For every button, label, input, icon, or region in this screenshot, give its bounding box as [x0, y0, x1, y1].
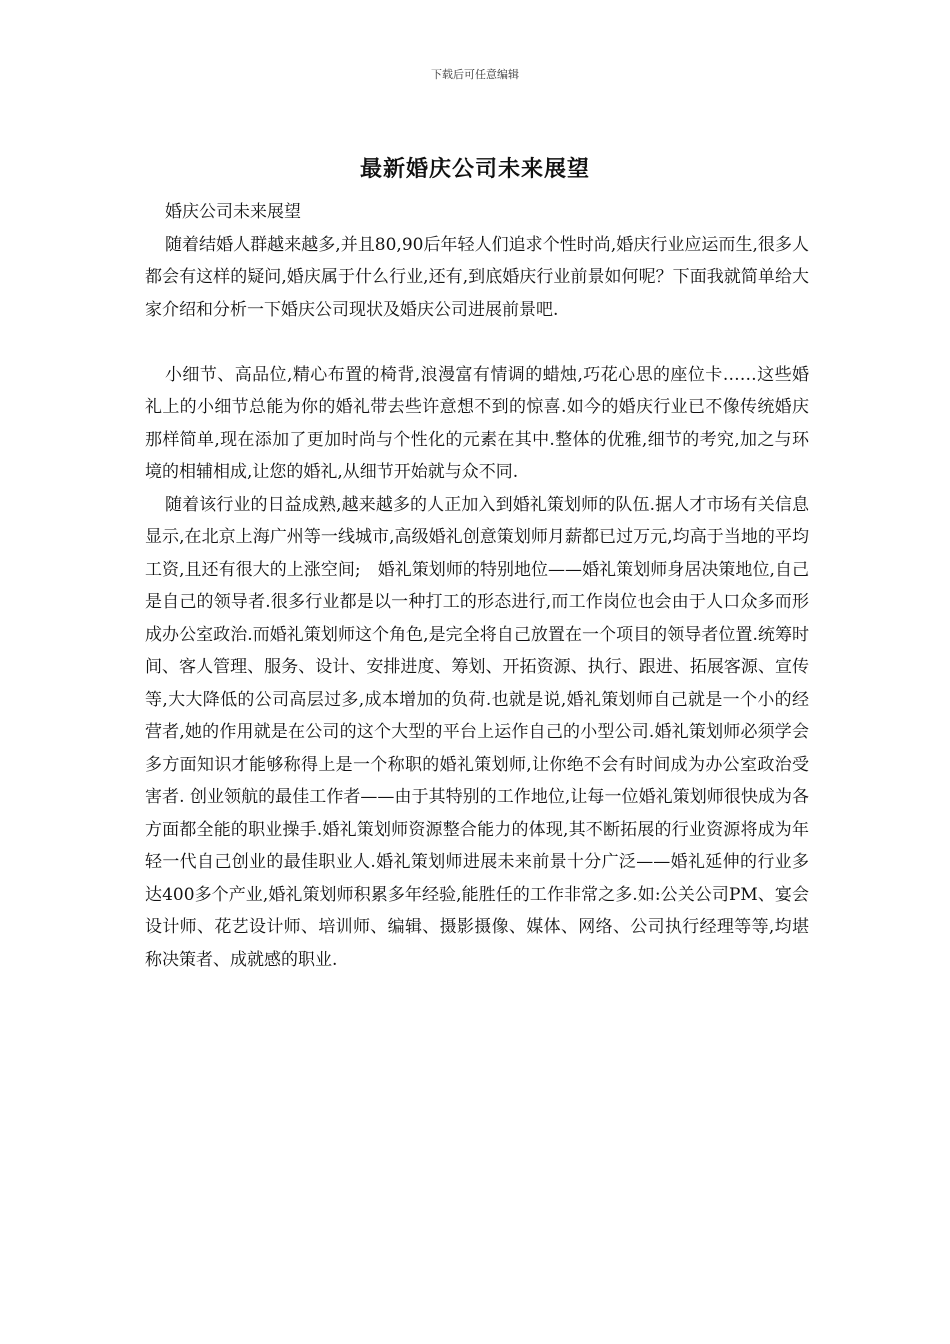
paragraph-planner: 随着该行业的日益成熟,越来越多的人正加入到婚礼策划师的队伍.据人才市场有关信息显示,在北京上海广州等一线城市,高级婚礼创意策划师月薪都已过万元,均高于当地的平均工资,且还有很大的上涨空间; 婚礼策划师的特别地位——婚礼策划师身居决策地位,自己是自己的领导者.很多行业都是以一种打工的形态进行,而工作岗位也会由于人口众多而形成办公室政治.而婚礼策划师这个角色,是完全将自己放置在一个项目的领导者位置.统筹时间、客人管理、服务、设计、安排进度、筹划、开拓资源、执行、跟进、拓展客源、宣传等,大大降低的公司高层过多,成本增加的负荷.也就是说,婚礼策划师自己就是一个小的经营者,她的作用就是在公司的这个大型的平台上运作自己的小型公司.婚礼策划师必须学会多方面知识才能够称得上是一个称职的婚礼策划师,让你绝不会有时间成为办公室政治受害者. 创业领航的最佳工作者——由于其特别的工作地位,让每一位婚礼策划师很快成为各方面都全能的职业操手.婚礼策划师资源整合能力的体现,其不断拓展的行业资源将成为年轻一代自己创业的最佳职业人.婚礼策划师进展未来前景十分广泛——婚礼延伸的行业多达400多个产业,婚礼策划师积累多年经验,能胜任的工作非常之多.如:公关公司PM、宴会设计师、花艺设计师、培训师、编辑、摄影摄像、媒体、网络、公司执行经理等等,均堪称决策者、成就感的职业. [145, 494, 809, 970]
subtitle: 婚庆公司未来展望 [165, 202, 301, 222]
document-title: 最新婚庆公司未来展望 [359, 156, 590, 182]
blank-line [145, 326, 809, 359]
paragraph-intro: 随着结婚人群越来越多,并且80,90后年轻人们追求个性时尚,婚庆行业应运而生,很多人都会有这样的疑问,婚庆属于什么行业,还有,到底婚庆行业前景如何呢？下面我就简单给大家介绍和分析一下婚庆公司现状及婚庆公司进展前景吧. [145, 234, 809, 320]
paragraph-details: 小细节、高品位,精心布置的椅背,浪漫富有情调的蜡烛,巧花心思的座位卡……这些婚礼上的小细节总能为你的婚礼带去些许意想不到的惊喜.如今的婚庆行业已不像传统婚庆那样简单,现在添加了更加时尚与个性化的元素在其中.整体的优雅,细节的考究,加之与环境的相辅相成,让您的婚礼,从细节开始就与众不同. [145, 364, 809, 482]
document-body [145, 196, 809, 976]
page-header: 下载后可任意编辑 [431, 68, 519, 81]
